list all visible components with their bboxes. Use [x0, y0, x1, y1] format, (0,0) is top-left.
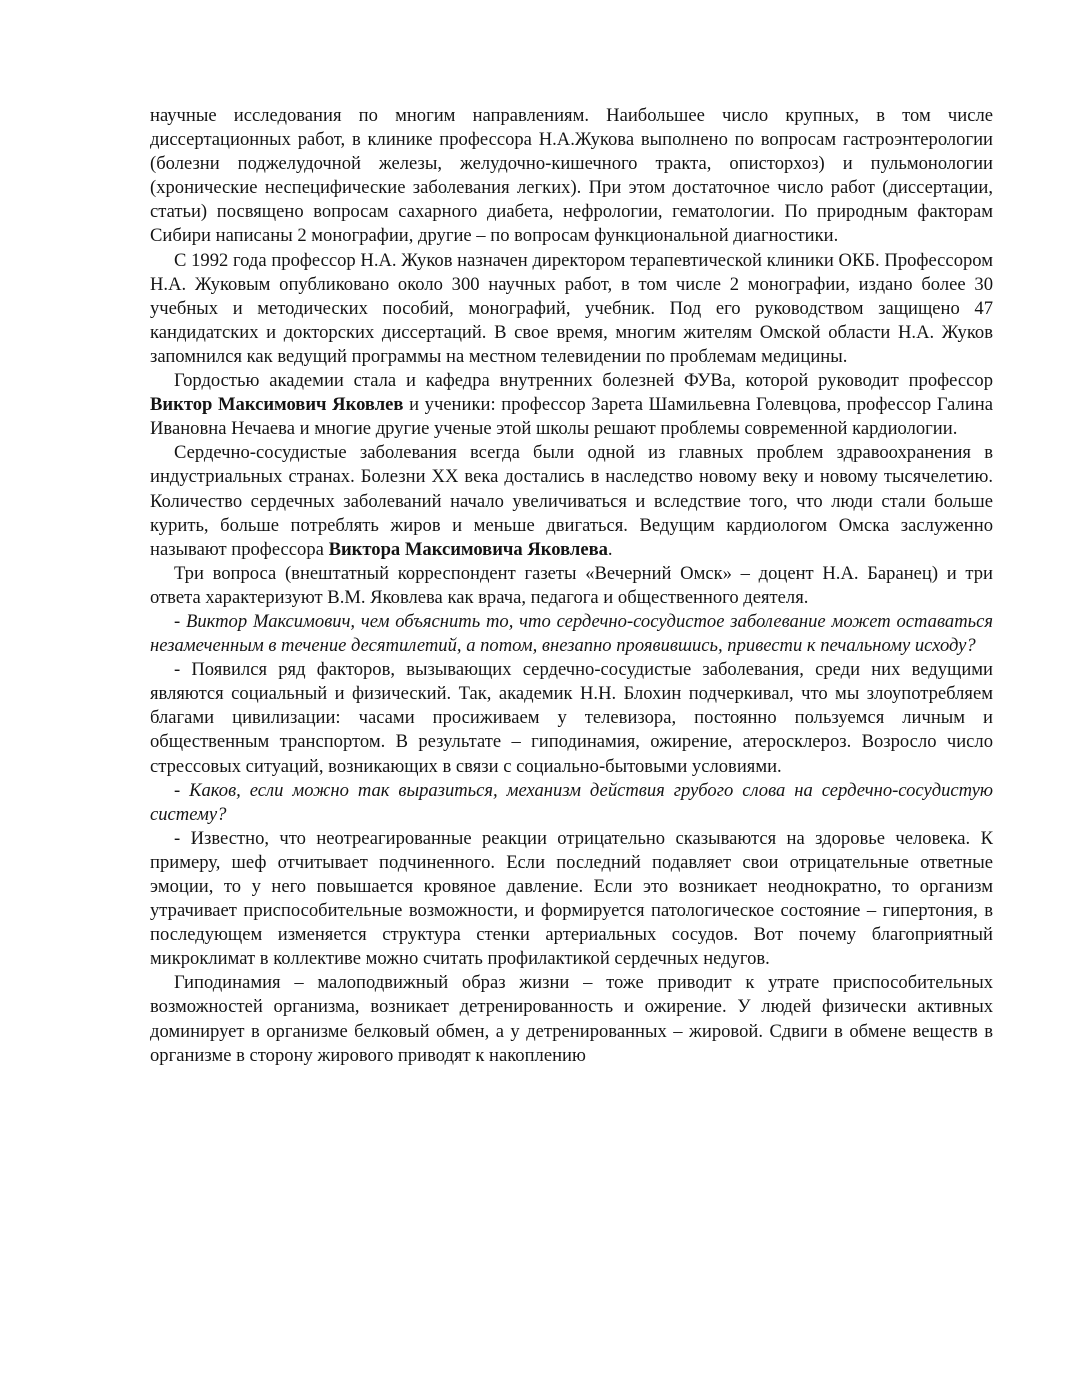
interview-answer-2: - Известно, что неотреагированные реакции отрицательно сказываются на здоровье человека. К примеру, шеф отчитывает подчиненного. Если последний подавляет свои отрицательные ответные эмоции, то у него повышается кровяное давление. Если это возникает неоднократно, то организм утрачивает приспособительные возможности, и формируется патологическое состояние – гипертония, в последующем изменяется структура стенки артериальных сосудов. Вот почему благоприятный микроклимат в коллективе можно считать профилактикой сердечных недугов. — [150, 827, 993, 970]
bold-name: Виктора Максимовича Яковлева — [328, 538, 608, 560]
interview-answer-1: - Появился ряд факторов, вызывающих сердечно-сосудистые заболевания, среди них ведущими являются социальный и физический. Так, академик Н.Н. Блохин подчеркивал, что мы злоупотребляем благами цивилизации: часами просиживаем у телевизора, постоянно пользуемся личным и общественным транспортом. В результате – гиподинамия, ожирение, атеросклероз. Возросло число стрессовых ситуаций, возникающих в связи с социально-бытовыми условиями. — [150, 659, 993, 777]
paragraph-text: Гордостью академии стала и кафедра внутренних болезней ФУВа, которой руководит профессор — [174, 370, 993, 392]
paragraph-cardiovascular-diseases — [150, 441, 993, 561]
paragraph-text: . — [607, 538, 613, 560]
paragraph-text: и ученики: профессор Зарета Шамильевна Голевцова, профессор Галина Ивановна Нечаева и многие другие ученые этой школы решают проблемы современной кардиологии. — [150, 394, 993, 440]
document-page — [150, 104, 993, 1068]
paragraph-text: Сердечно-сосудистые заболевания всегда были одной из главных проблем здравоохранения в индустриальных странах. Болезни XX века достались в наследство новому веку и новому тысячелетию. Количество сердечных заболеваний начало увеличиваться и вследствие того, что люди стали больше курить, больше потреблять жиров и меньше двигаться. Ведущим кардиологом Омска заслуженно называют профессора — [150, 442, 993, 560]
bold-name: Виктор Максимович Яковлев — [150, 394, 404, 416]
paragraph-hypodynamia: Гиподинамия – малоподвижный образ жизни – тоже приводит к утрате приспособительных возможностей организма, возникает детренированность и ожирение. У людей физически активных доминирует в организме белковый обмен, а у детренированных – жировой. Сдвиги в обмене веществ в организме в сторону жирового приводят к накоплению — [150, 972, 993, 1066]
interview-question-1: - Виктор Максимович, чем объяснить то, что сердечно-сосудистое заболевание может оставаться незамеченным в течение десятилетий, а потом, внезапно проявившись, привести к печальному исходу? — [150, 610, 993, 657]
interview-question-2: - Каков, если можно так выразиться, механизм действия грубого слова на сердечно-сосудистую систему? — [150, 779, 993, 825]
paragraph-research-directions: научные исследования по многим направлениям. Наибольшее число крупных, в том числе диссертационных работ, в клинике профессора Н.А.Жукова выполнено по вопросам гастроэнтерологии (болезни поджелудочной железы, желудочно-кишечного тракта, описторхоз) и пульмонологии (хронические неспецифические заболевания легких). При этом достаточное число работ (диссертации, статьи) посвящено вопросам сахарного диабета, нефрологии, гематологии. По природным факторам Сибири написаны 2 монографии, другие – по вопросам функциональной диагностики. — [150, 105, 993, 247]
paragraph-department-pride — [150, 369, 993, 441]
paragraph-three-questions: Три вопроса (внештатный корреспондент газеты «Вечерний Омск» – доцент Н.А. Баранец) и три ответа характеризуют В.М. Яковлева как врача, педагога и общественного деятеля. — [150, 562, 993, 608]
paragraph-zhukov-biography: С 1992 года профессор Н.А. Жуков назначен директором терапевтической клиники ОКБ. Профессором Н.А. Жуковым опубликовано около 300 научных работ, в том числе 2 монографии, издано более 30 учебных и методических пособий, монографий, учебник. Под его руководством защищено 47 кандидатских и докторских диссертаций. В свое время, многим жителям Омской области Н.А. Жуков запомнился как ведущий программы на местном телевидении по проблемам медицины. — [150, 249, 993, 367]
